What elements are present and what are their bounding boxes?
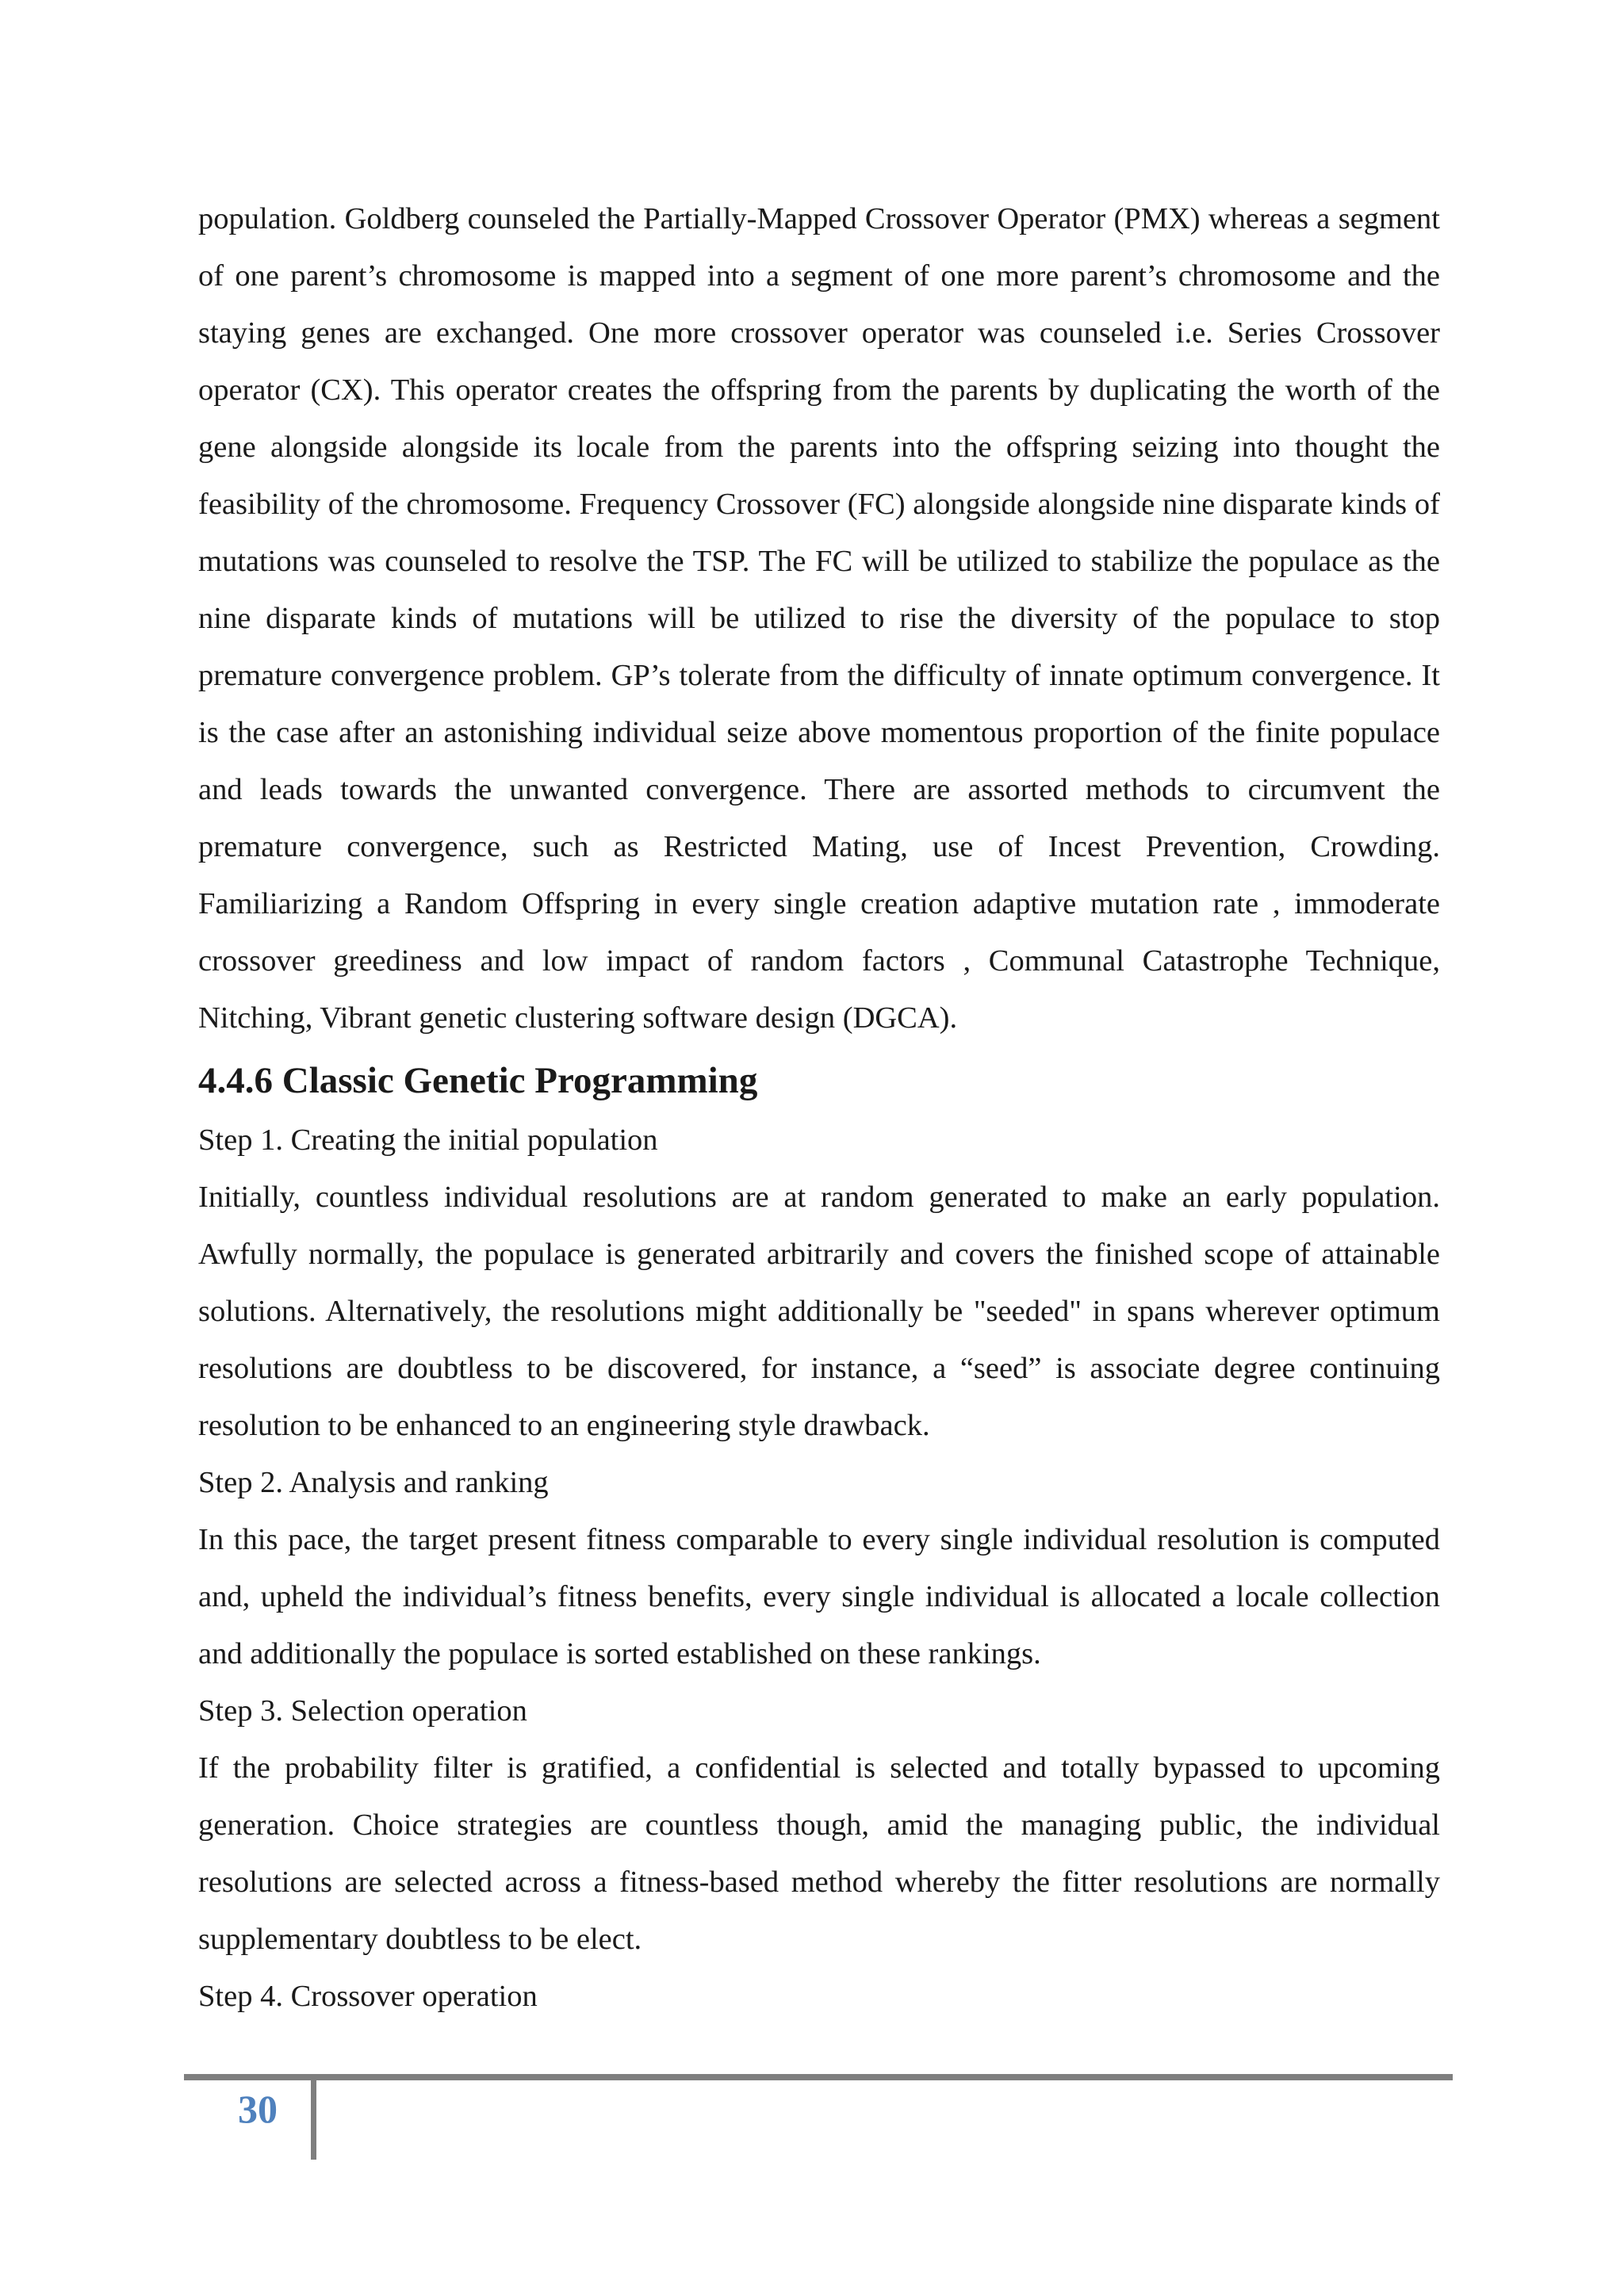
step-2-heading: Step 2. Analysis and ranking: [198, 1466, 549, 1499]
page-body: [198, 190, 1440, 2025]
footer-vertical-rule: [311, 2077, 316, 2160]
step-1-heading: Step 1. Creating the initial population: [198, 1123, 658, 1157]
section-heading: 4.4.6 Classic Genetic Programming: [198, 1060, 758, 1101]
step-3-heading: Step 3. Selection operation: [198, 1694, 527, 1728]
step-2-body: In this pace, the target present fitness comparable to every single individual resolution is computed and, upheld the individual’s fitness benefits, every single individual is allocated a locale collection and additionally the populace is sorted established on these rankings.: [198, 1523, 1440, 1670]
step-3-body: If the probability filter is gratified, a confidential is selected and totally bypassed to upcoming generation. Choice strategies are countless though, amid the managing public, the individual resolutions are selected across a fitness-based method whereby the fitter resolutions are normally supplementary doubtless to be elect.: [198, 1751, 1440, 1956]
footer-horizontal-rule: [184, 2074, 1453, 2080]
step-1-body: Initially, countless individual resolutions are at random generated to make an early population. Awfully normally, the populace is generated arbitrarily and covers the finished scope of attainable solutions. Alternatively, the resolutions might additionally be "seeded" in spans wherever optimum resolutions are doubtless to be discovered, for instance, a “seed” is associate degree continuing resolution to be enhanced to an engineering style drawback.: [198, 1181, 1440, 1442]
step-4-heading: Step 4. Crossover operation: [198, 1980, 538, 2013]
intro-paragraph: population. Goldberg counseled the Partially-Mapped Crossover Operator (PMX) whereas a segment of one parent’s chromosome is mapped into a segment of one more parent’s chromosome and the staying genes are exchanged. One more crossover operator was counseled i.e. Series Crossover operator (CX). This operator creates the offspring from the parents by duplicating the worth of the gene alongside alongside its locale from the parents into the offspring seizing into thought the feasibility of the chromosome. Frequency Crossover (FC) alongside alongside nine disparate kinds of mutations was counseled to resolve the TSP. The FC will be utilized to stabilize the populace as the nine disparate kinds of mutations will be utilized to rise the diversity of the populace to stop premature convergence problem. GP’s tolerate from the difficulty of innate optimum convergence. It is the case after an astonishing individual seize above momentous proportion of the finite populace and leads towards the unwanted convergence. There are assorted methods to circumvent the premature convergence, such as Restricted Mating, use of Incest Prevention, Crowding. Familiarizing a Random Offspring in every single creation adaptive mutation rate , immoderate crossover greediness and low impact of random factors , Communal Catastrophe Technique, Nitching, Vibrant genetic clustering software design (DGCA).: [198, 202, 1440, 1035]
page-number: 30: [238, 2087, 278, 2131]
